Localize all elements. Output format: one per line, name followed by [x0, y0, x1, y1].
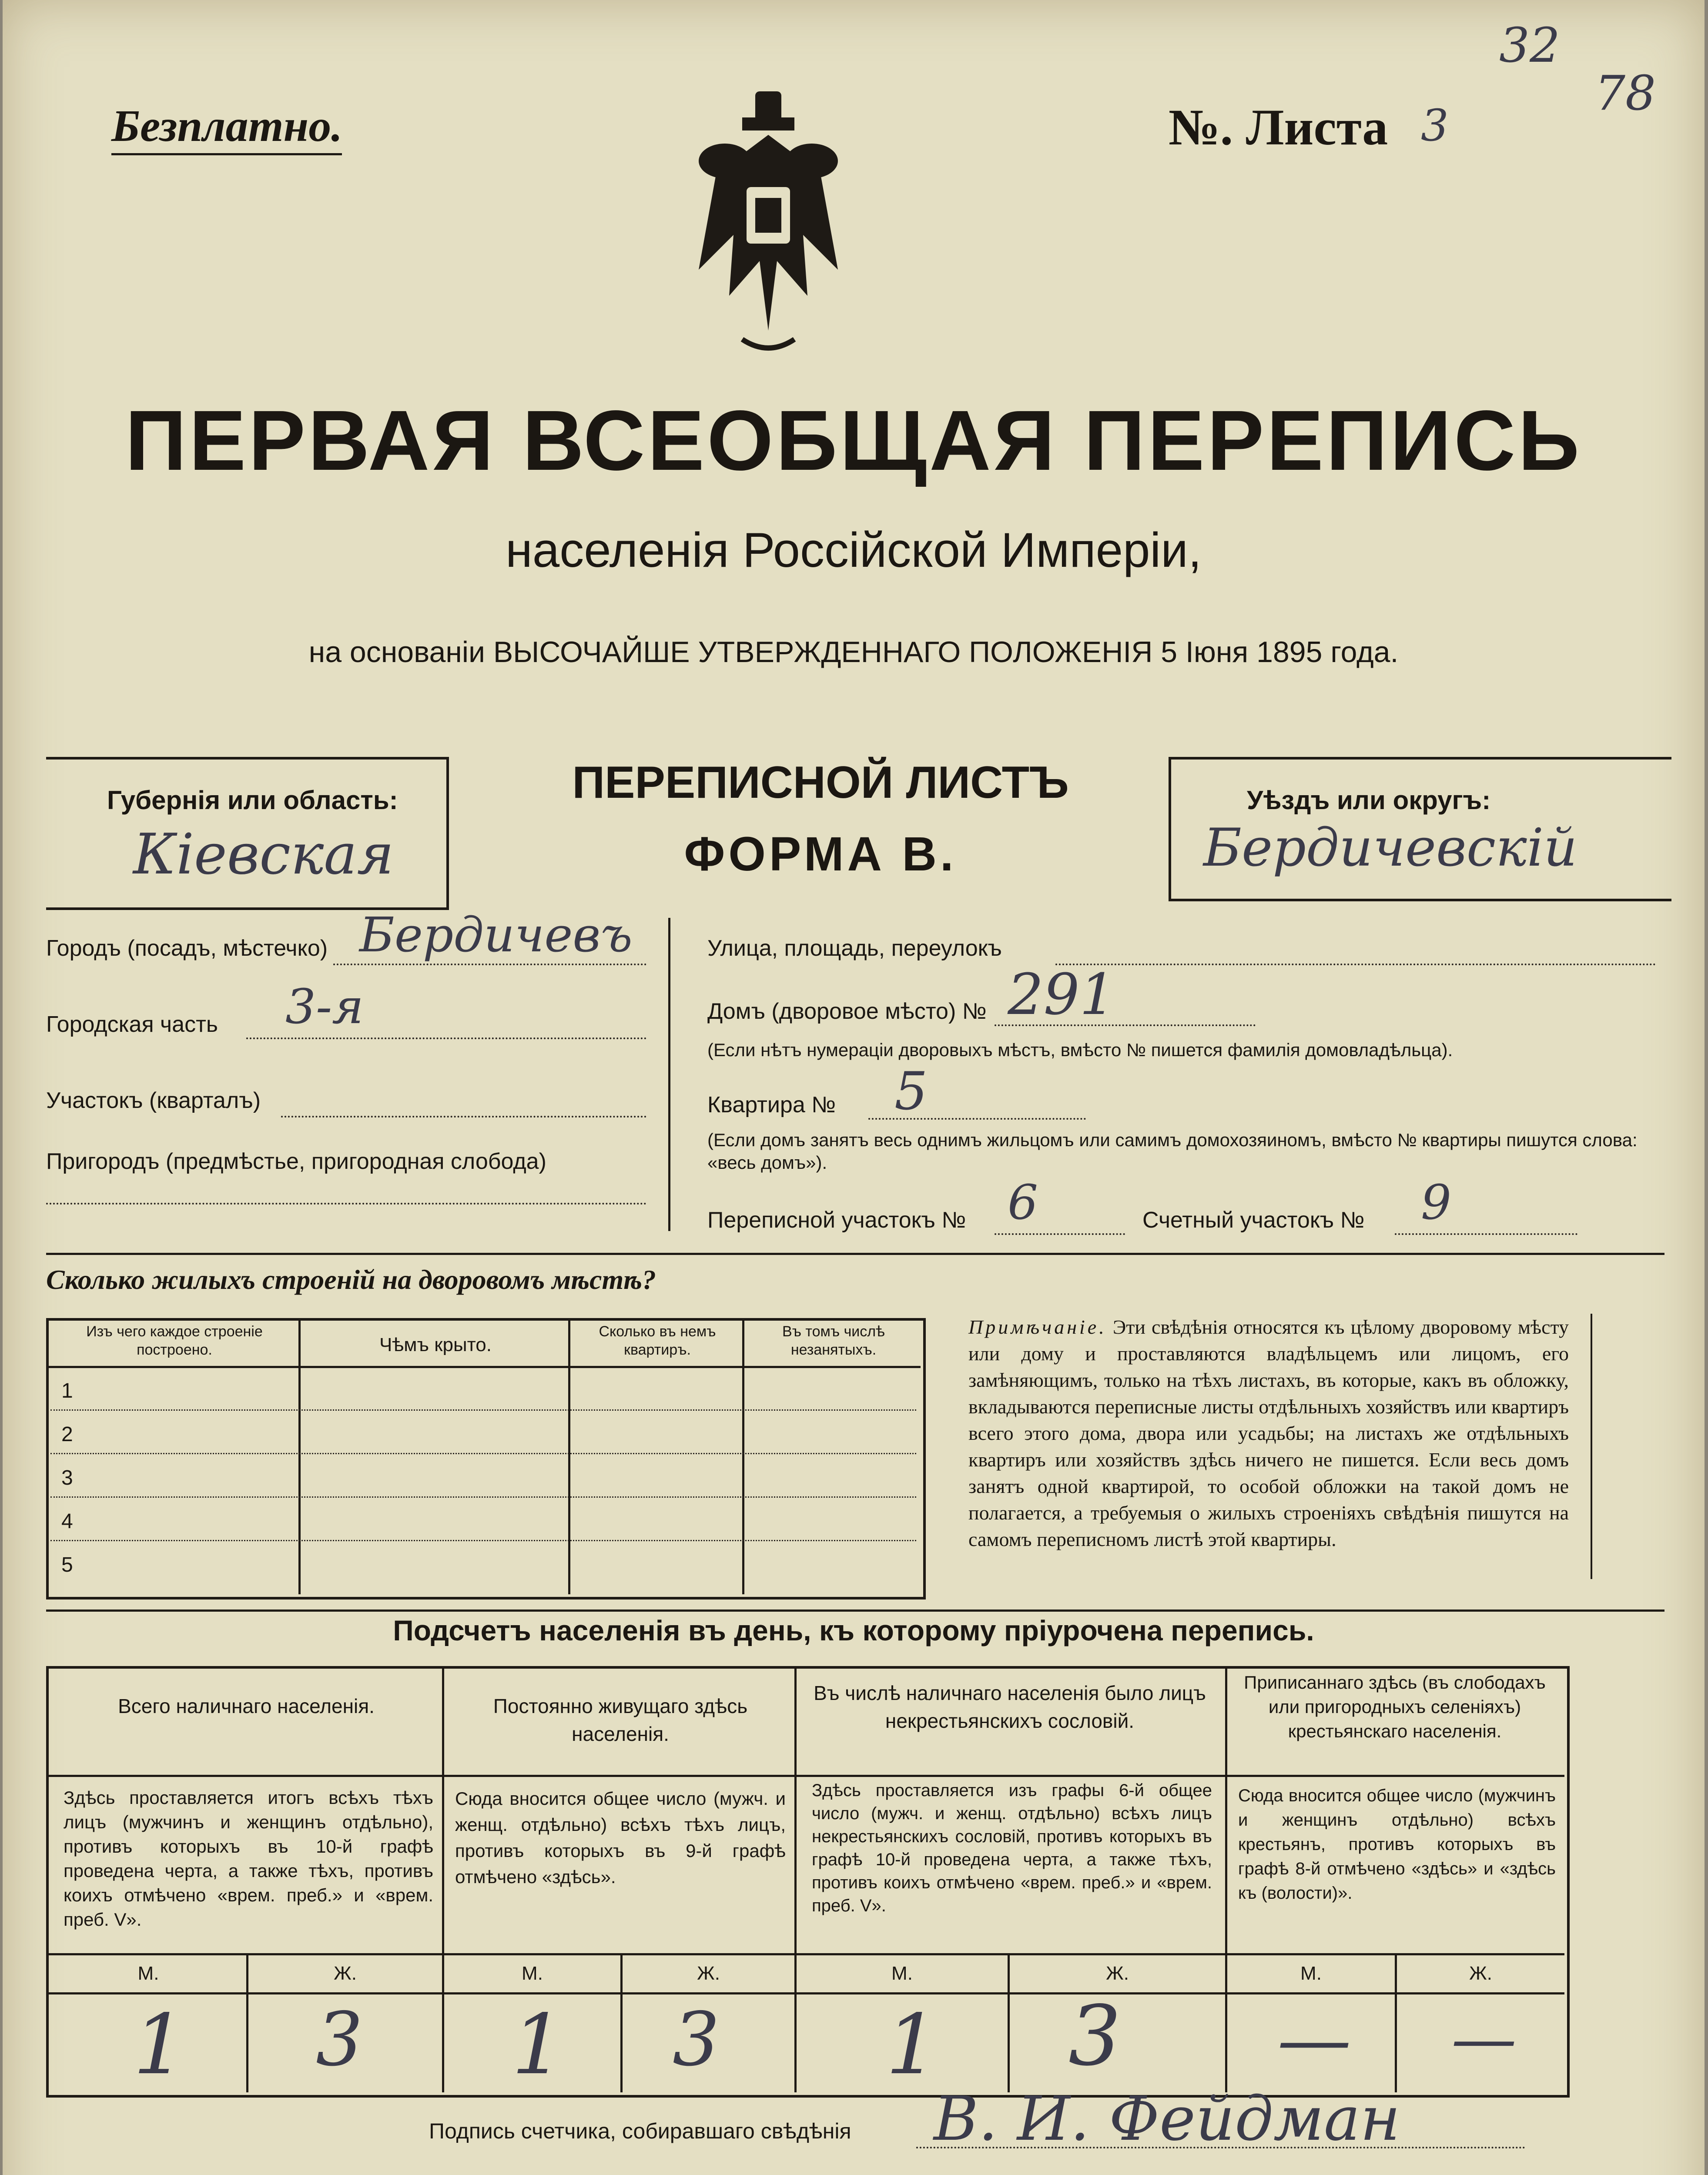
pt-col2 [794, 1669, 797, 2092]
province-value: Кіевская [133, 822, 394, 887]
pop-col4-f-label: Ж. [1469, 1963, 1492, 1984]
pop-col3-m-value: 1 [886, 1997, 938, 2093]
sheet-number-value: 3 [1421, 100, 1449, 151]
corner-number-2: 78 [1595, 65, 1656, 121]
bt-header-4: Въ томъ числѣ незанятыхъ. [782, 1323, 885, 1358]
apartment-label: Квартира № [707, 1092, 836, 1118]
buildings-table [46, 1318, 926, 1599]
address-divider [668, 918, 670, 1231]
house-value: 291 [1008, 961, 1116, 1027]
main-title: ПЕРВАЯ ВСЕОБЩАЯ ПЕРЕПИСЬ [125, 393, 1582, 488]
pop-col3-m-label: М. [891, 1963, 913, 1984]
province-label: Губернія или область: [107, 786, 398, 815]
pop-col4-f-value: — [1451, 2001, 1517, 2077]
bt-row-2: 2 [61, 1423, 73, 1446]
signature-value: В. И. Фейдман [934, 2084, 1400, 2155]
buildings-question: Сколько жилыхъ строеній на дворовомъ мѣстѣ? [46, 1264, 656, 1295]
city-part-line [246, 1037, 646, 1039]
bt-col3 [742, 1321, 744, 1594]
pop-col1-text: Здѣсь проставляется итогъ всѣхъ тѣхъ лицъ (мужчинъ и женщинъ отдѣльно), противъ которыхъ въ 10-й графѣ проведена черта, а также тѣхъ, противъ коихъ отмѣчено «врем. преб.» и «врем. преб. V». [64, 1787, 433, 1930]
city-part-label: Городская часть [46, 1012, 218, 1037]
census-sheet [3, 0, 1705, 2175]
pop-col2-text: Сюда вносится общее число (мужч. и женщ. отдѣльно) всѣхъ тѣхъ лицъ, противъ которыхъ въ 9-й графѣ отмѣчено «здѣсь». [455, 1788, 786, 1887]
bt-head-rule [49, 1366, 921, 1368]
census-plot-label: Переписной участокъ № [707, 1208, 966, 1233]
city-part-value: 3-я [285, 979, 364, 1034]
buildings-note-text: Эти свѣдѣнія относятся къ цѣлому дворовому мѣсту или дому и проставляются владѣльцемъ или лицомъ, его замѣняющимъ, только на тѣхъ листахъ, въ которые, какъ въ обложку, вкладываются переписные листы отдѣльныхъ хозяйствъ или квартиръ всего этого дома, двора или усадьбы; на листахъ же отдѣльныхъ квартиръ или хозяйствъ здѣсь ничего не пишется. Если весь домъ занятъ одной квартирой, то особой обложки на такой домъ не полагается, а требуемыя о жилыхъ строеніяхъ свѣдѣнія пишутся на самомъ переписномъ листѣ этой квартиры. [968, 1316, 1569, 1550]
pop-col1-head: Всего наличнаго населенія. [118, 1695, 375, 1717]
pt-rule-text [49, 1953, 1564, 1955]
suburb-line [46, 1203, 646, 1205]
street-label: Улица, площадь, переулокъ [707, 936, 1002, 961]
form-title: ПЕРЕПИСНОЙ ЛИСТЪ [572, 757, 1069, 808]
city-line [333, 964, 646, 965]
corner-number-1: 32 [1499, 17, 1560, 73]
pt-rule-head [49, 1775, 1564, 1777]
census-plot-line [995, 1233, 1125, 1235]
bt-header-1: Изъ чего каждое строеніе построено. [86, 1323, 263, 1358]
pt-rule-mf [49, 1992, 1564, 1994]
signature-label: Подпись счетчика, собиравшаго свѣдѣнія [429, 2119, 851, 2143]
house-note: (Если нѣтъ нумераціи дворовыхъ мѣстъ, вмѣсто № пишется фамилія домовладѣльца). [707, 1040, 1453, 1060]
pop-col3-text: Здѣсь проставляется изъ графы 6-й общее число (мужч. и женщ. отдѣльно) всѣхъ лицъ некрестьянскихъ сословій, противъ которыхъ въ графѣ 10-й проведена черта, а также тѣхъ, противъ коихъ отмѣчено «врем. преб.» и «врем. преб. V». [812, 1781, 1212, 1915]
count-plot-label: Счетный участокъ № [1142, 1208, 1365, 1233]
free-underline [111, 153, 342, 155]
bt-row-1: 1 [61, 1379, 73, 1402]
pt-col1 [442, 1669, 444, 2092]
city-value: Бердичевъ [359, 907, 633, 963]
free-label: Безплатно. [111, 101, 343, 151]
pop-col4-m-label: М. [1300, 1963, 1322, 1984]
basis-line: на основаніи ВЫСОЧАЙШЕ УТВЕРЖДЕННАГО ПОЛОЖЕНІЯ 5 Іюня 1895 года. [308, 636, 1399, 669]
census-plot-value: 6 [1008, 1174, 1038, 1230]
buildings-bottom-rule [46, 1610, 1664, 1612]
pop-col2-f-value: 3 [673, 1997, 720, 2083]
district-label: Уѣздъ или округъ: [1247, 786, 1491, 815]
pop-col3-f-value: 3 [1068, 1988, 1121, 2084]
pop-col2-f-label: Ж. [697, 1963, 720, 1984]
form-name: ФОРМА В. [684, 827, 957, 881]
bt-col2 [568, 1321, 570, 1594]
bt-row-4: 4 [61, 1510, 73, 1533]
address-bottom-rule [46, 1253, 1664, 1255]
pt-col3 [1225, 1669, 1227, 2092]
precinct-label: Участокъ (кварталъ) [46, 1088, 261, 1113]
pop-col1-f-label: Ж. [334, 1963, 357, 1984]
bt-row-3: 3 [61, 1466, 73, 1489]
pop-col1-m-value: 1 [133, 1997, 186, 2093]
pop-col2-m-label: М. [522, 1963, 543, 1984]
double-headed-eagle-icon [690, 87, 847, 365]
suburb-label: Пригородъ (предмѣстье, пригородная слобода) [46, 1149, 546, 1174]
district-value: Бердичевскій [1203, 818, 1577, 878]
pop-col4-m-value: — [1277, 1997, 1351, 2083]
buildings-note [968, 1314, 1569, 1553]
apartment-note: (Если домъ занятъ весь однимъ жильцомъ или самимъ домохозяиномъ, вмѣсто № квартиры пишутся слова: «весь домъ»). [707, 1130, 1638, 1173]
count-plot-value: 9 [1421, 1174, 1451, 1230]
pop-col4-head: Приписаннаго здѣсь (въ слободахъ или пригородныхъ селеніяхъ) крестьянскаго населенія. [1244, 1672, 1546, 1741]
pop-col4-text: Сюда вносится общее число (мужчинъ и женщинъ отдѣльно) всѣхъ крестьянъ, противъ которыхъ въ графѣ 8-й отмѣчено «здѣсь» и «здѣсь къ (волости)». [1238, 1786, 1556, 1903]
pop-col2-head: Постоянно живущаго здѣсь населенія. [493, 1695, 748, 1745]
pop-col1-m-label: М. [137, 1963, 159, 1984]
bt-row-5: 5 [61, 1553, 73, 1576]
pop-col2-m-value: 1 [512, 1997, 564, 2093]
count-plot-line [1395, 1233, 1577, 1235]
pop-col3-head: Въ числѣ наличнаго населенія было лицъ некрестьянскихъ сословій. [814, 1682, 1206, 1732]
note-side-rule [1591, 1314, 1592, 1579]
bt-rule-3 [50, 1496, 916, 1498]
buildings-note-lead: Примѣчаніе. [968, 1316, 1107, 1338]
bt-rule-1 [50, 1409, 916, 1411]
bt-header-3: Сколько въ немъ квартиръ. [599, 1323, 716, 1358]
bt-rule-4 [50, 1540, 916, 1541]
precinct-line [281, 1116, 646, 1118]
bt-rule-2 [50, 1453, 916, 1454]
pop-col3-f-label: Ж. [1106, 1963, 1129, 1984]
subtitle: населенія Россійской Имперіи, [506, 523, 1202, 577]
street-line [1055, 964, 1656, 965]
city-label: Городъ (посадъ, мѣстечко) [46, 936, 328, 961]
pop-col1-f-value: 3 [316, 1997, 363, 2083]
population-title: Подсчетъ населенія въ день, къ которому пріурочена перепись. [393, 1614, 1314, 1646]
house-label: Домъ (дворовое мѣсто) № [707, 999, 987, 1024]
bt-header-2: Чѣмъ крыто. [379, 1334, 492, 1355]
sheet-number-label: №. Листа [1169, 99, 1388, 156]
apartment-value: 5 [894, 1061, 928, 1122]
bt-col1 [298, 1321, 301, 1594]
